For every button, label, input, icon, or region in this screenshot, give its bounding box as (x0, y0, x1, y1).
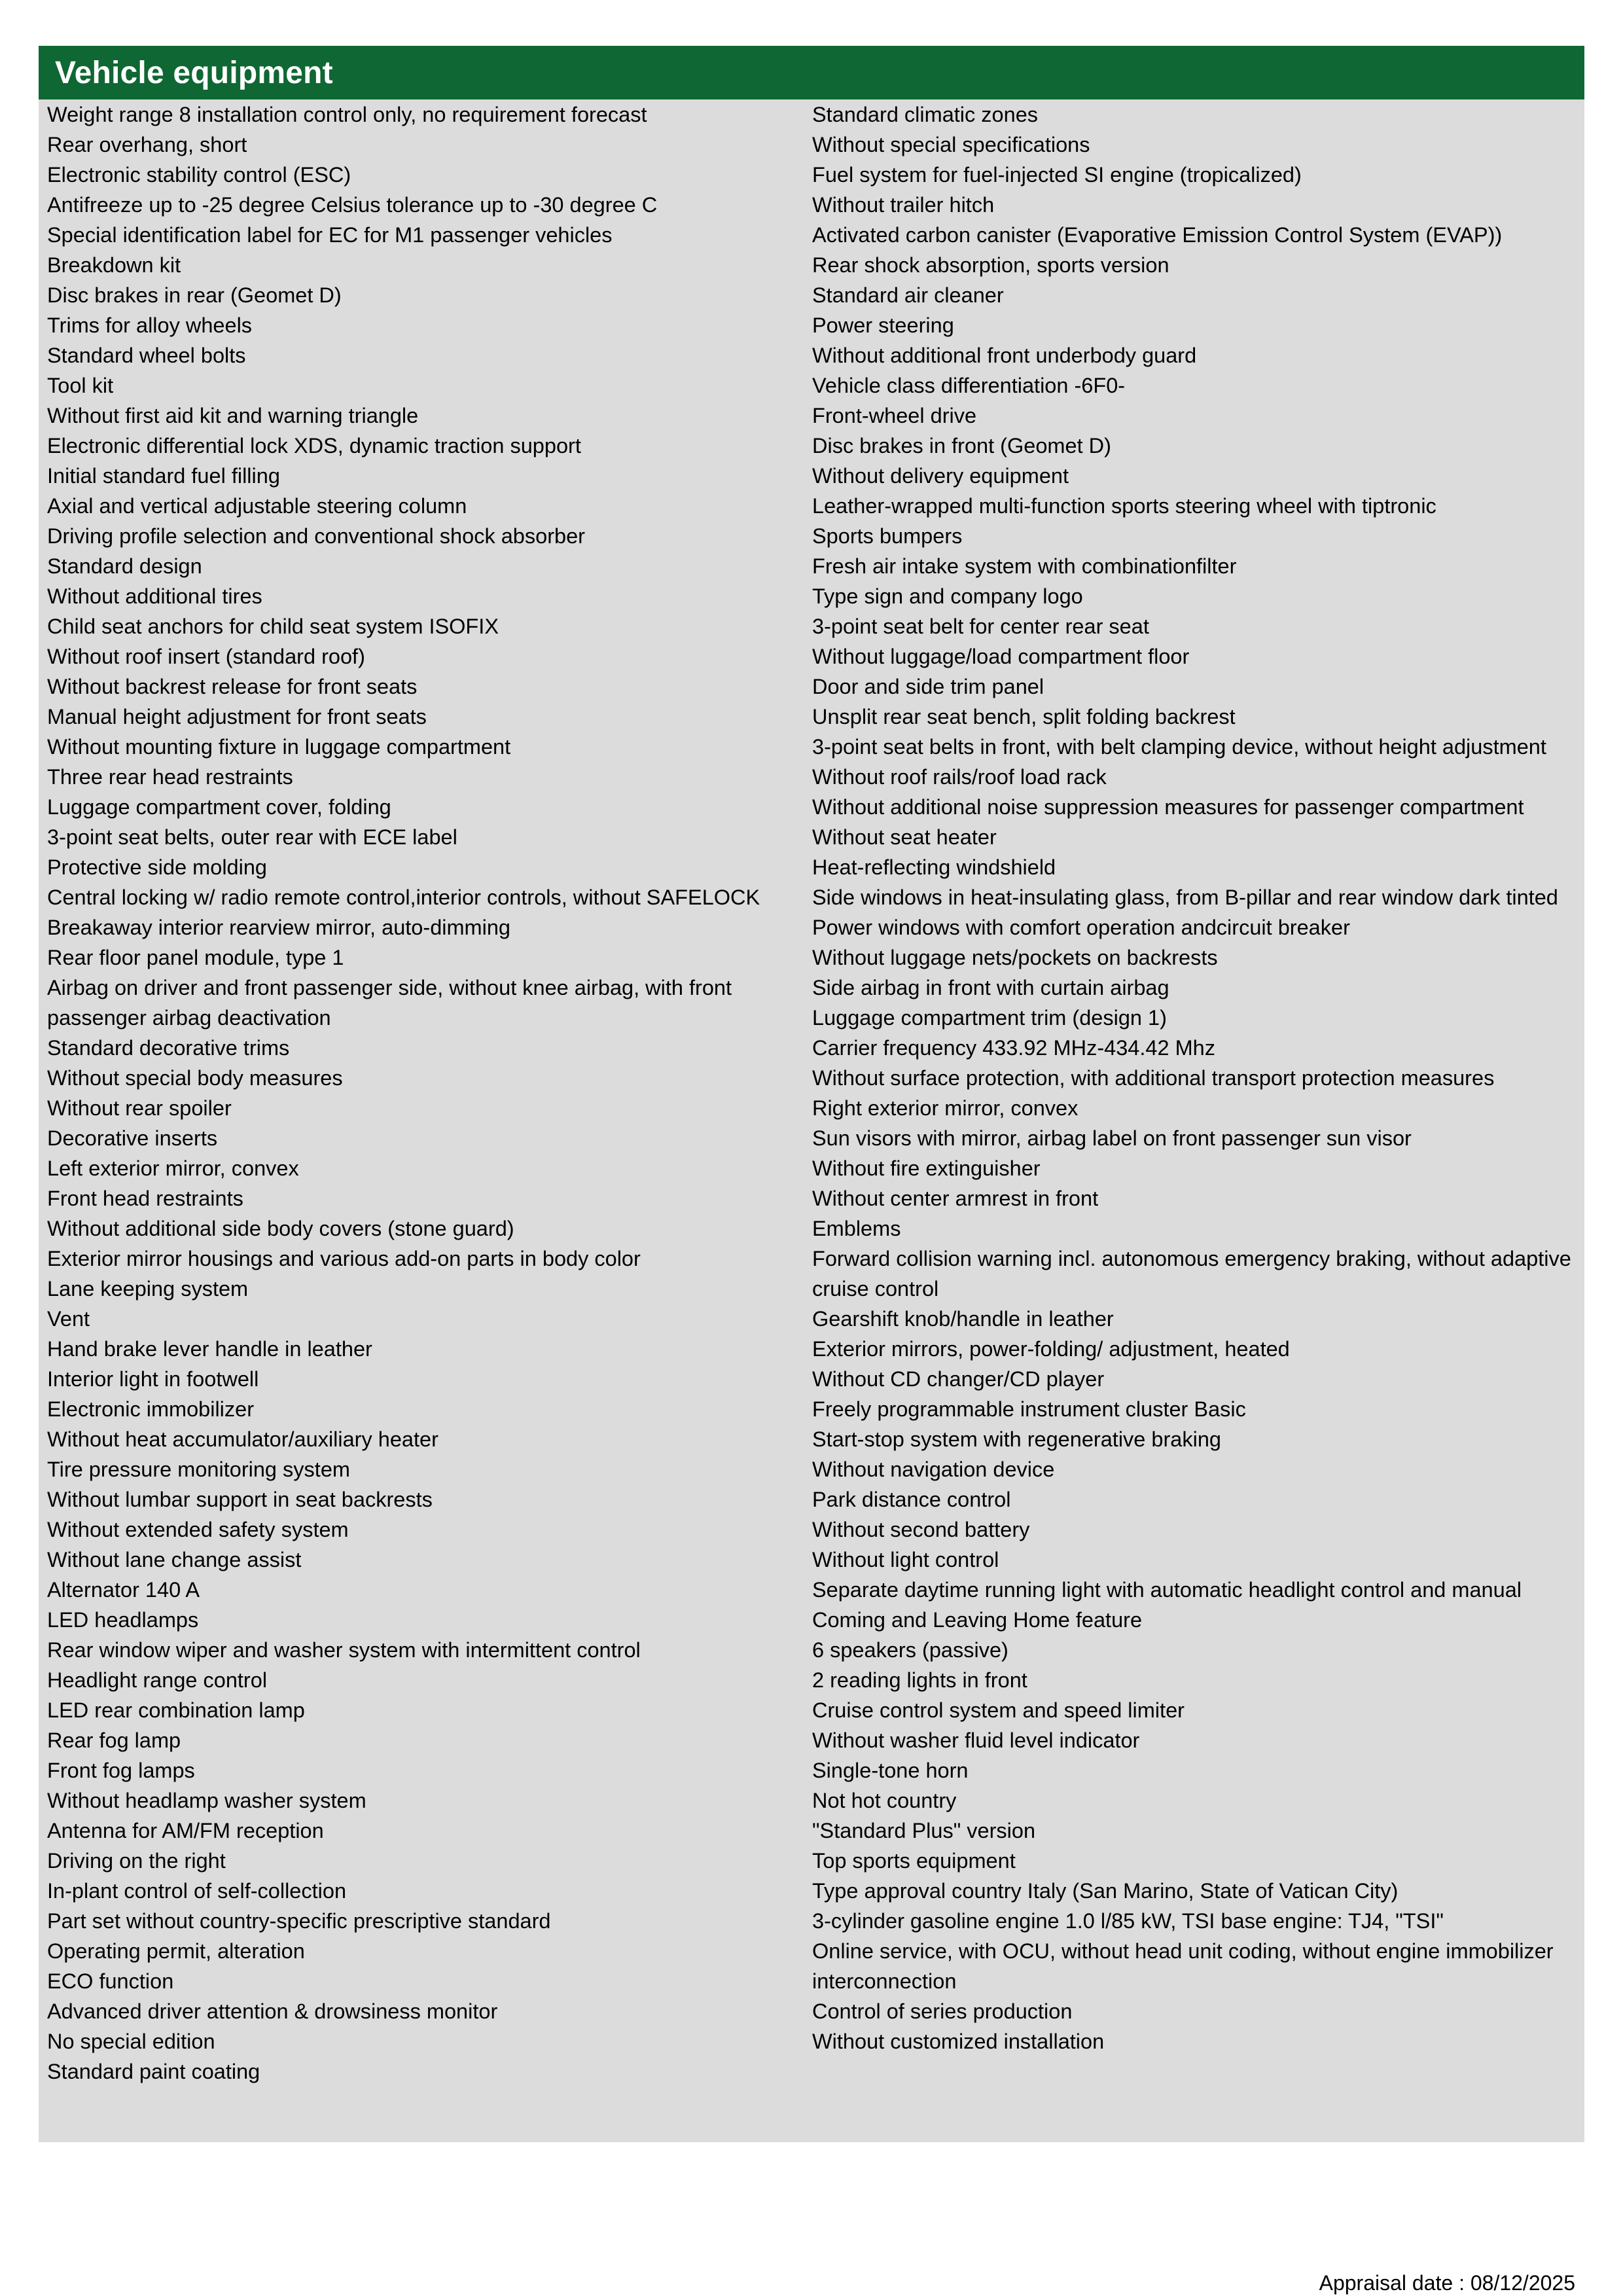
equipment-item: Without luggage/load compartment floor (812, 645, 1190, 668)
equipment-item: No special edition (47, 2030, 215, 2053)
equipment-item: Fresh air intake system with combinationfilter (812, 554, 1237, 578)
equipment-item: Top sports equipment (812, 1849, 1016, 1873)
equipment-item: Antenna for AM/FM reception (47, 1819, 324, 1842)
equipment-item: Without additional tires (47, 584, 262, 608)
equipment-item: Driving profile selection and conventional shock absorber (47, 524, 585, 548)
equipment-item: 6 speakers (passive) (812, 1638, 1008, 1662)
equipment-item: Alternator 140 A (47, 1578, 200, 1602)
equipment-item: Tool kit (47, 374, 114, 397)
equipment-item: Electronic immobilizer (47, 1397, 255, 1421)
equipment-item: Type approval country Italy (San Marino, State of Vatican City) (812, 1879, 1399, 1903)
equipment-item: Standard paint coating (47, 2060, 260, 2083)
equipment-item: Disc brakes in rear (Geomet D) (47, 283, 342, 307)
equipment-item: Door and side trim panel (812, 675, 1044, 698)
equipment-item: 3-cylinder gasoline engine 1.0 l/85 kW, TSI base engine: TJ4, "TSI" (812, 1909, 1444, 1933)
equipment-item: Without trailer hitch (812, 193, 995, 217)
equipment-item: Without first aid kit and warning triangle (47, 404, 419, 427)
equipment-item: Sun visors with mirror, airbag label on front passenger sun visor (812, 1126, 1412, 1150)
equipment-column-left (39, 99, 811, 2142)
equipment-item: 3-point seat belts in front, with belt clamping device, without height adjustment (812, 735, 1546, 759)
equipment-item: Side windows in heat-insulating glass, from B-pillar and rear window dark tinted (812, 886, 1558, 909)
equipment-item: Without fire extinguisher (812, 1157, 1041, 1180)
equipment-item: Interior light in footwell (47, 1367, 259, 1391)
equipment-item: Without customized installation (812, 2030, 1105, 2053)
equipment-item: Without rear spoiler (47, 1096, 232, 1120)
equipment-item: Without surface protection, with additional transport protection measures (812, 1066, 1495, 1090)
equipment-item: Advanced driver attention & drowsiness monitor (47, 2000, 498, 2023)
equipment-item: Luggage compartment cover, folding (47, 795, 391, 819)
equipment-item: Power windows with comfort operation andcircuit breaker (812, 916, 1350, 939)
equipment-item: LED headlamps (47, 1608, 199, 1632)
equipment-item: Lane keeping system (47, 1277, 249, 1300)
equipment-item: Gearshift knob/handle in leather (812, 1307, 1114, 1331)
equipment-item: Breakdown kit (47, 253, 181, 277)
equipment-item: Single-tone horn (812, 1759, 969, 1782)
equipment-item: Separate daytime running light with automatic headlight control and manual (812, 1578, 1522, 1602)
equipment-item: Sports bumpers (812, 524, 963, 548)
equipment-item: Without backrest release for front seats (47, 675, 418, 698)
equipment-item: Disc brakes in front (Geomet D) (812, 434, 1111, 457)
equipment-list (39, 99, 1584, 2142)
equipment-item: Left exterior mirror, convex (47, 1157, 299, 1180)
equipment-item: "Standard Plus" version (812, 1819, 1036, 1842)
equipment-item: Front-wheel drive (812, 404, 977, 427)
equipment-item: Rear shock absorption, sports version (812, 253, 1169, 277)
equipment-item: Weight range 8 installation control only, no requirement forecast (47, 103, 647, 126)
equipment-item: Without seat heater (812, 825, 997, 849)
equipment-item: Without luggage nets/pockets on backrests (812, 946, 1218, 969)
equipment-item: Vehicle class differentiation -6F0- (812, 374, 1126, 397)
equipment-item: Rear floor panel module, type 1 (47, 946, 344, 969)
equipment-item: Standard climatic zones (812, 103, 1039, 126)
equipment-item: Rear overhang, short (47, 133, 247, 156)
equipment-item: Type sign and company logo (812, 584, 1083, 608)
equipment-item: Exterior mirrors, power-folding/ adjustment, heated (812, 1337, 1290, 1361)
equipment-item: Special identification label for EC for M1 passenger vehicles (47, 223, 613, 247)
equipment-item: Carrier frequency 433.92 MHz-434.42 Mhz (812, 1036, 1215, 1060)
equipment-item: Tire pressure monitoring system (47, 1458, 350, 1481)
section-title: Vehicle equipment (55, 55, 333, 90)
equipment-item: Park distance control (812, 1488, 1011, 1511)
equipment-item: Rear fog lamp (47, 1729, 181, 1752)
equipment-item: 3-point seat belts, outer rear with ECE label (47, 825, 457, 849)
equipment-item: Without center armrest in front (812, 1187, 1099, 1210)
equipment-item: Coming and Leaving Home feature (812, 1608, 1143, 1632)
equipment-item: Electronic stability control (ESC) (47, 163, 351, 187)
equipment-item: Rear window wiper and washer system with intermittent control (47, 1638, 641, 1662)
equipment-item: Three rear head restraints (47, 765, 293, 789)
equipment-item: Without mounting fixture in luggage compartment (47, 735, 511, 759)
equipment-item: Standard design (47, 554, 202, 578)
equipment-item: Without CD changer/CD player (812, 1367, 1105, 1391)
equipment-item: Without special specifications (812, 133, 1090, 156)
equipment-item: 2 reading lights in front (812, 1668, 1027, 1692)
equipment-item: Without extended safety system (47, 1518, 349, 1541)
equipment-item: 3-point seat belt for center rear seat (812, 615, 1149, 638)
equipment-item: Power steering (812, 314, 954, 337)
equipment-item: Exterior mirror housings and various add-on parts in body color (47, 1247, 641, 1270)
equipment-item: Trims for alloy wheels (47, 314, 253, 337)
equipment-item: In-plant control of self-collection (47, 1879, 347, 1903)
equipment-item: Manual height adjustment for front seats (47, 705, 427, 728)
equipment-item: Right exterior mirror, convex (812, 1096, 1079, 1120)
equipment-item: Child seat anchors for child seat system ISOFIX (47, 615, 499, 638)
equipment-item: Without additional noise suppression measures for passenger compartment (812, 795, 1524, 819)
equipment-item: Hand brake lever handle in leather (47, 1337, 372, 1361)
equipment-item: Part set without country-specific prescriptive standard (47, 1909, 551, 1933)
equipment-item: Unsplit rear seat bench, split folding backrest (812, 705, 1236, 728)
equipment-item: Without special body measures (47, 1066, 343, 1090)
equipment-item: Without roof rails/roof load rack (812, 765, 1107, 789)
equipment-item: Side airbag in front with curtain airbag (812, 976, 1169, 999)
equipment-item: Cruise control system and speed limiter (812, 1698, 1185, 1722)
equipment-item: Activated carbon canister (Evaporative Emission Control System (EVAP)) (812, 223, 1503, 247)
equipment-item: Without washer fluid level indicator (812, 1729, 1140, 1752)
equipment-item: Vent (47, 1307, 90, 1331)
equipment-item: Without navigation device (812, 1458, 1055, 1481)
equipment-item: Headlight range control (47, 1668, 268, 1692)
equipment-item: Leather-wrapped multi-function sports steering wheel with tiptronic (812, 494, 1436, 518)
vehicle-equipment-section (39, 46, 1584, 2142)
equipment-item: Without delivery equipment (812, 464, 1069, 488)
equipment-item: Without lumbar support in seat backrests (47, 1488, 433, 1511)
equipment-item: Front head restraints (47, 1187, 243, 1210)
equipment-item: Axial and vertical adjustable steering column (47, 494, 467, 518)
equipment-item: Luggage compartment trim (design 1) (812, 1006, 1167, 1030)
equipment-item: Without lane change assist (47, 1548, 302, 1571)
equipment-item: Front fog lamps (47, 1759, 195, 1782)
equipment-item: Airbag on driver and front passenger side, without knee airbag, with front passenger airbag deactivation (47, 976, 732, 1030)
equipment-item: Without additional front underbody guard (812, 344, 1197, 367)
equipment-item: Without heat accumulator/auxiliary heater (47, 1427, 438, 1451)
equipment-item: Fuel system for fuel-injected SI engine (tropicalized) (812, 163, 1302, 187)
equipment-item: LED rear combination lamp (47, 1698, 305, 1722)
equipment-item: Standard decorative trims (47, 1036, 290, 1060)
equipment-item: Forward collision warning incl. autonomous emergency braking, without adaptive cruise control (812, 1247, 1571, 1300)
equipment-item: Operating permit, alteration (47, 1939, 305, 1963)
equipment-item: Without roof insert (standard roof) (47, 645, 365, 668)
equipment-item: Standard air cleaner (812, 283, 1004, 307)
equipment-column-right (811, 99, 1584, 2142)
equipment-item: Without light control (812, 1548, 999, 1571)
equipment-item: Breakaway interior rearview mirror, auto-dimming (47, 916, 511, 939)
equipment-item: Start-stop system with regenerative braking (812, 1427, 1221, 1451)
equipment-item: Heat-reflecting windshield (812, 855, 1056, 879)
equipment-item: ECO function (47, 1969, 174, 1993)
equipment-item: Freely programmable instrument cluster Basic (812, 1397, 1246, 1421)
equipment-item: Central locking w/ radio remote control,interior controls, without SAFELOCK (47, 886, 760, 909)
equipment-item: Not hot country (812, 1789, 957, 1812)
equipment-item: Initial standard fuel filling (47, 464, 280, 488)
equipment-item: Online service, with OCU, without head unit coding, without engine immobilizer interconnection (812, 1939, 1554, 1993)
equipment-item: Decorative inserts (47, 1126, 218, 1150)
equipment-item: Without second battery (812, 1518, 1030, 1541)
equipment-item: Without headlamp washer system (47, 1789, 366, 1812)
equipment-item: Electronic differential lock XDS, dynamic traction support (47, 434, 581, 457)
equipment-item: Antifreeze up to -25 degree Celsius tolerance up to -30 degree C (47, 193, 658, 217)
equipment-item: Emblems (812, 1217, 901, 1240)
equipment-item: Without additional side body covers (stone guard) (47, 1217, 514, 1240)
appraisal-date: Appraisal date : 08/12/2025 (1319, 2271, 1575, 2295)
equipment-item: Standard wheel bolts (47, 344, 246, 367)
section-header (39, 46, 1584, 99)
equipment-item: Driving on the right (47, 1849, 226, 1873)
equipment-item: Control of series production (812, 2000, 1073, 2023)
equipment-item: Protective side molding (47, 855, 267, 879)
